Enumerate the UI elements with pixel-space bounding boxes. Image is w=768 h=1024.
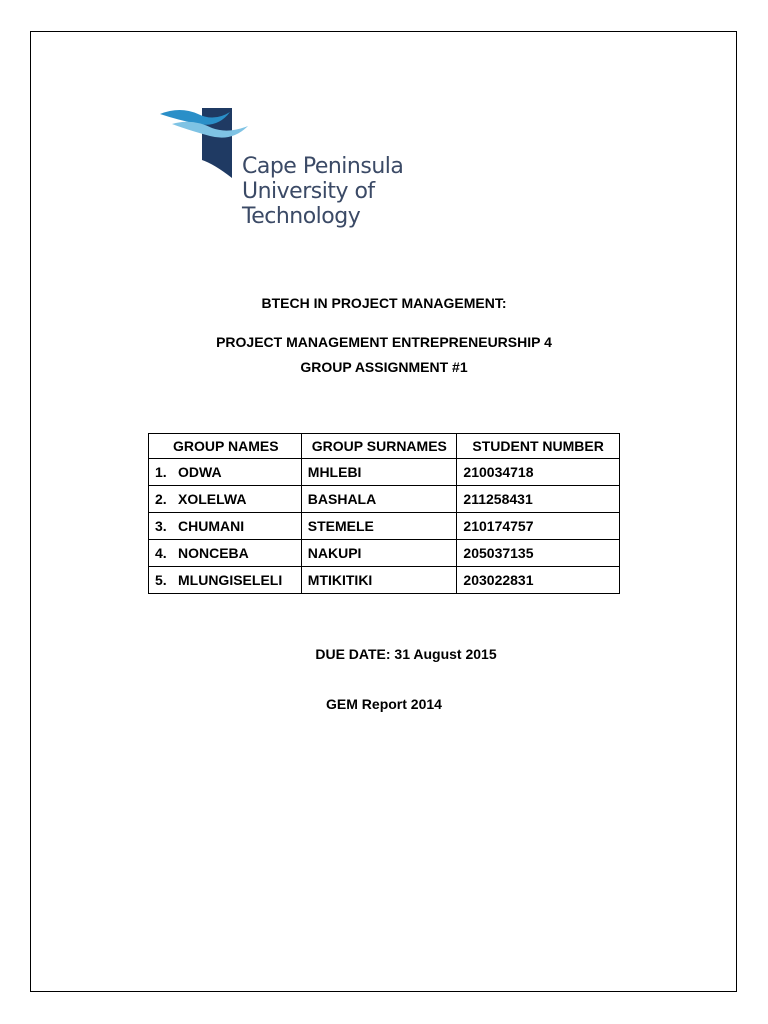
- degree-title: BTECH IN PROJECT MANAGEMENT:: [261, 295, 507, 311]
- member-student-number: 210034718: [457, 459, 620, 486]
- report-title: GEM Report 2014: [326, 696, 442, 712]
- member-student-number: 211258431: [457, 486, 620, 513]
- member-name-cell: [149, 540, 302, 567]
- member-surname: MHLEBI: [301, 459, 457, 486]
- logo-line-2: University of Technology: [242, 179, 375, 229]
- row-number: 4.: [155, 545, 167, 561]
- member-student-number: 205037135: [457, 540, 620, 567]
- member-surname: NAKUPI: [301, 540, 457, 567]
- member-name: ODWA: [178, 464, 222, 480]
- member-name-cell: [149, 567, 302, 594]
- table-row: [149, 513, 620, 540]
- header-group-surnames: GROUP SURNAMES: [301, 434, 457, 459]
- member-student-number: 210174757: [457, 513, 620, 540]
- member-name-cell: [149, 459, 302, 486]
- course-title: PROJECT MANAGEMENT ENTREPRENEURSHIP 4: [216, 334, 552, 350]
- table-row: [149, 486, 620, 513]
- table-header-row: [149, 434, 620, 459]
- table-row: [149, 540, 620, 567]
- member-name: MLUNGISELELI: [178, 572, 283, 588]
- row-number: 5.: [155, 572, 167, 588]
- member-name: NONCEBA: [178, 545, 249, 561]
- group-members-table: [148, 433, 620, 594]
- logo-line-1: Cape Peninsula: [242, 154, 404, 179]
- row-number: 1.: [155, 464, 167, 480]
- member-student-number: 203022831: [457, 567, 620, 594]
- table-row: [149, 459, 620, 486]
- member-surname: STEMELE: [301, 513, 457, 540]
- row-number: 2.: [155, 491, 167, 507]
- due-date: DUE DATE: 31 August 2015: [315, 646, 497, 662]
- member-name-cell: [149, 486, 302, 513]
- header-group-names: GROUP NAMES: [149, 434, 302, 459]
- assignment-title: GROUP ASSIGNMENT #1: [300, 359, 468, 375]
- member-surname: MTIKITIKI: [301, 567, 457, 594]
- header-student-number: STUDENT NUMBER: [457, 434, 620, 459]
- member-name: CHUMANI: [178, 518, 245, 534]
- table-row: [149, 567, 620, 594]
- member-name: XOLELWA: [178, 491, 247, 507]
- member-surname: BASHALA: [301, 486, 457, 513]
- member-name-cell: [149, 513, 302, 540]
- university-logo: [158, 102, 498, 229]
- row-number: 3.: [155, 518, 167, 534]
